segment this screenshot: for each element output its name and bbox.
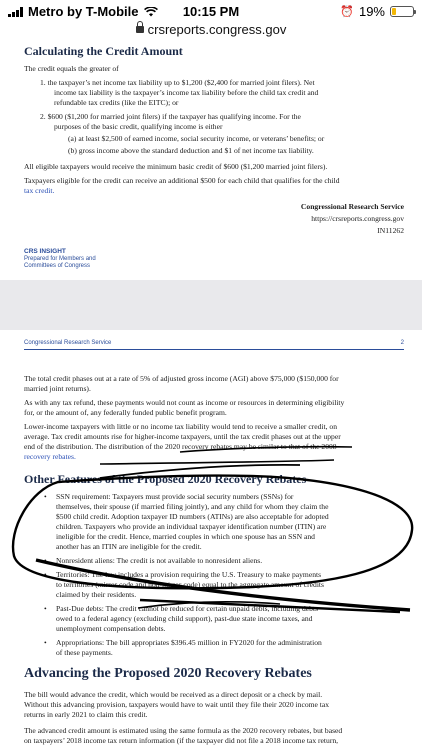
status-time: 10:15 PM [182, 4, 240, 19]
additional-text-line1: Taxpayers eligible for the credit can receive an additional $500 for each child that qualifies for the child [24, 176, 340, 185]
lower-line2: average. Tax credit amounts rise for higher-income taxpayers, until the tax credit phases out at the upper [24, 432, 341, 441]
ssn-line6: another has an ITIN are ineligible for the credit. [56, 542, 202, 551]
list-item-2-line1: 2. $600 ($1,200 for married joint filers) if the taxpayer has qualifying income. For the [40, 112, 301, 121]
list-item-1-line1: 1. the taxpayer’s net income tax liability up to $1,200 ($2,400 for married joint filers). Net [40, 78, 315, 87]
approp-line1: Appropriations: The bill appropriates $396.45 million in FY2020 for the administration [56, 638, 322, 647]
battery-percent: 19% [358, 4, 385, 19]
ssn-line5: ineligible for the credit. Hence, married couples in which one spouse has an SSN and [56, 532, 315, 541]
list-item-1-line2: income tax liability is the taxpayer’s income tax liability before the child tax credit and [54, 88, 319, 97]
pastdue-line1: Past-Due debts: The credit cannot be reduced for certain unpaid debts, including debts [56, 604, 318, 613]
bullet-icon: • [44, 492, 47, 501]
url-bar[interactable] [0, 22, 422, 42]
battery-icon [390, 6, 414, 17]
header-rule [24, 349, 404, 350]
pastdue-line2: owed to a federal agency (excluding child support), past-due state income taxes, and [56, 614, 313, 623]
recovery-rebates-link[interactable]: recovery rebates. [24, 452, 76, 461]
ssn-line4: children. Taxpayers who provide an individual taxpayer identification number (ITIN) are [56, 522, 327, 531]
advancing-heading: Advancing the Proposed 2020 Recovery Rebates [24, 666, 312, 681]
crs-insight-line1: Prepared for Members and [24, 255, 96, 262]
signature-id: IN11262 [377, 226, 404, 235]
battery-fill [392, 8, 396, 15]
status-right [340, 4, 414, 19]
signature-url[interactable]: https://crsreports.congress.gov [311, 214, 404, 223]
advancing-p1-line2: Without this advancing provision, taxpayers would have to wait until they file their 2020 income tax [24, 700, 330, 709]
carrier-name: Metro by T-Mobile [28, 4, 139, 19]
page-number: 2 [400, 340, 404, 346]
list-subitem-b: (b) gross income above the standard deduction and $1 of net income tax liability. [68, 146, 314, 155]
crs-insight-block [24, 248, 96, 271]
eligible-text: All eligible taxpayers would receive the minimum basic credit of $600 ($1,200 married joint filers). [24, 162, 328, 171]
bullet-icon: • [44, 556, 47, 565]
list-subitem-a: (a) at least $2,500 of earned income, social security income, or veterans’ benefits; or [68, 134, 325, 143]
page-gap [0, 280, 422, 330]
nonres-text: Nonresident aliens: The credit is not available to nonresident aliens. [56, 556, 263, 565]
list-item-1-line3: refundable tax credits (like the EITC); or [54, 98, 179, 107]
lock-icon [136, 26, 144, 33]
bullet-icon: • [44, 604, 47, 613]
ssn-line2: themselves, their spouse (if married filing jointly), and any child for whom they claim the [56, 502, 329, 511]
alarm-icon: ⏰ [340, 6, 354, 18]
phaseout-line2: married joint returns). [24, 384, 91, 393]
document-page-1 [0, 42, 422, 280]
refund-line2: for, or the amount of, any federally funded public benefit program. [24, 408, 227, 417]
url-text: crsreports.congress.gov [147, 22, 287, 37]
advancing-p1-line1: The bill would advance the credit, which would be received as a direct deposit or a check by mail. [24, 690, 323, 699]
territories-line2: to territories (mirror code and non-mirror code) equal to the aggregate amount of credits [56, 580, 324, 589]
refund-line1: As with any tax refund, these payments would not count as income or resources in determining eligibility [24, 398, 345, 407]
ssn-line3: $500 child credit. Adoption taxpayer ID numbers (ATINs) are also acceptable for adopted [56, 512, 329, 521]
status-bar [0, 0, 422, 22]
crs-insight-line2: Committees of Congress [24, 263, 91, 269]
territories-line3: claimed by their residents. [56, 590, 137, 599]
bullet-icon: • [44, 570, 47, 579]
advancing-p2-line1: The advanced credit amount is estimated using the same formula as the 2020 recovery rebates, but based [24, 726, 343, 735]
document-page-2 [0, 330, 422, 750]
features-heading: Other Features of the Proposed 2020 Recovery Rebates [24, 472, 307, 486]
territories-line1: Territories: The law includes a provision requiring the U.S. Treasury to make payments [56, 570, 322, 579]
advancing-p2-line2: on taxpayers’ 2018 income tax return information (if the taxpayer did not file a 2018 income tax return, [24, 736, 339, 745]
intro-text: The credit equals the greater of [24, 64, 119, 73]
child-tax-credit-link[interactable]: tax credit. [24, 186, 55, 195]
signature-org: Congressional Research Service [300, 202, 404, 211]
bullet-icon: • [44, 638, 47, 647]
ssn-line1: SSN requirement: Taxpayers must provide social security numbers (SSNs) for [56, 492, 294, 501]
approp-line2: of these payments. [56, 648, 113, 657]
phaseout-line1: The total credit phases out at a rate of 5% of adjusted gross income (AGI) above $75,000 ($150,000 for [24, 374, 339, 383]
pastdue-line3: unemployment compensation debts. [56, 624, 166, 633]
section-heading: Calculating the Credit Amount [24, 44, 183, 58]
crs-insight-title: CRS INSIGHT [24, 248, 66, 255]
list-item-2-line2: purposes of the basic credit, qualifying income is either [54, 122, 223, 131]
advancing-p1-line3: returns in early 2021 to claim this credit. [24, 710, 148, 719]
running-head: Congressional Research Service [24, 340, 112, 346]
lower-line3: end of the distribution. The distribution of the 2020 recovery rebates may be similar to that of the 2008 [24, 442, 337, 451]
lower-line1: Lower-income taxpayers with little or no income tax liability would tend to receive a smaller credit, on [24, 422, 337, 431]
